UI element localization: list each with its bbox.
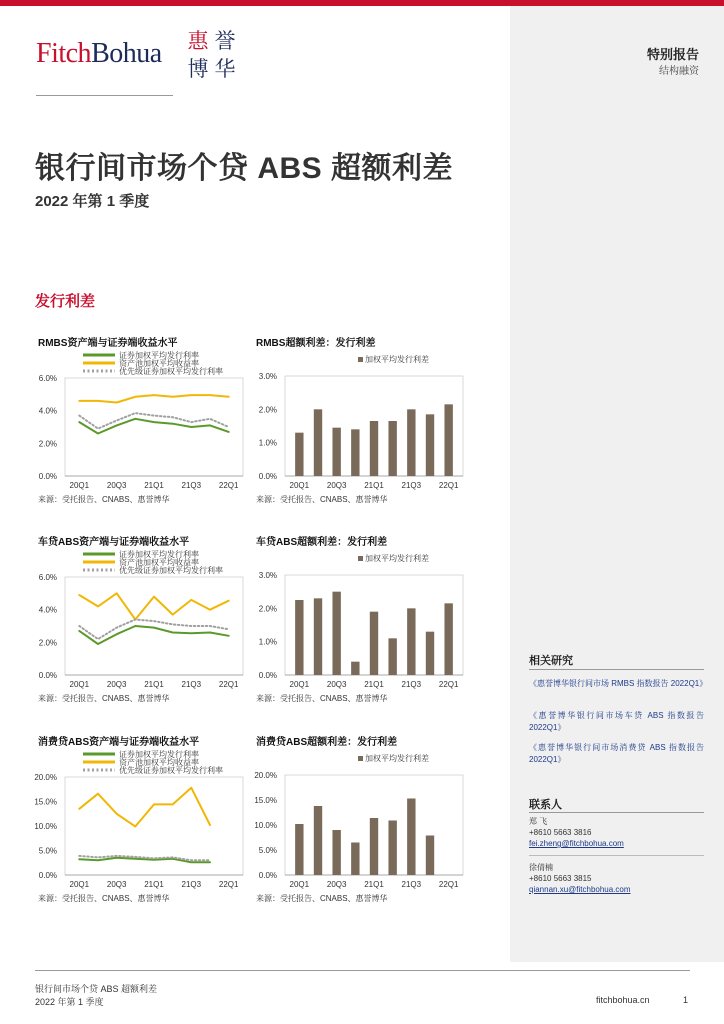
chart-consumer-spread <box>255 735 470 920</box>
chart-svg <box>255 336 470 521</box>
bar <box>370 818 378 875</box>
x-tick-label: 20Q3 <box>326 880 347 889</box>
chart-svg <box>35 336 250 521</box>
legend-label: 资产池加权平均收益率 <box>119 758 199 767</box>
chart-svg <box>35 535 250 720</box>
chart-source-note: 来源：受托报告、CNABS、惠誉博华 <box>38 894 170 903</box>
bar <box>388 421 396 476</box>
logo-stamp <box>181 22 243 84</box>
y-tick-label: 4.0% <box>38 406 57 416</box>
logo-fitch-text: Fitch <box>36 38 92 69</box>
x-tick-label: 20Q3 <box>106 880 127 889</box>
y-tick-label: 3.0% <box>258 571 277 580</box>
bar <box>314 409 322 476</box>
x-tick-label: 22Q1 <box>218 481 239 490</box>
page-subtitle: 2022 年第 1 季度 <box>35 193 150 210</box>
y-tick-label: 10.0% <box>254 821 277 830</box>
contact-divider <box>529 855 704 856</box>
page-title: 银行间市场个贷 ABS 超额利差 <box>35 152 454 185</box>
bar <box>351 843 359 876</box>
x-tick-label: 21Q1 <box>364 880 384 889</box>
legend-label: 证券加权平均发行利率 <box>119 351 199 360</box>
x-tick-label: 20Q3 <box>326 481 347 490</box>
bar <box>314 598 322 675</box>
legend-label: 加权平均发行利差 <box>365 554 429 563</box>
bar <box>426 414 434 476</box>
contact-name: 郑 飞 <box>529 817 548 826</box>
x-tick-label: 20Q1 <box>289 680 310 689</box>
chart-rmbs-yield <box>35 336 250 521</box>
series-line <box>79 419 228 434</box>
bar <box>426 632 434 675</box>
chart-auto-spread <box>255 535 470 720</box>
y-tick-label: 0.0% <box>258 472 277 481</box>
bar <box>426 836 434 876</box>
footer-report-period: 2022 年第 1 季度 <box>35 997 104 1007</box>
y-tick-label: 6.0% <box>38 374 57 383</box>
legend-label: 加权平均发行利差 <box>365 754 429 763</box>
bar <box>388 638 396 675</box>
contact-card <box>529 816 624 849</box>
y-tick-label: 1.0% <box>258 637 277 647</box>
x-tick-label: 20Q3 <box>106 481 127 490</box>
y-tick-label: 2.0% <box>38 439 57 449</box>
related-link-consumer[interactable]: 《惠誉博华银行间市场消费贷 ABS 指数报告 2022Q1》 <box>529 743 704 764</box>
chart-source-note: 来源：受托报告、CNABS、惠誉博华 <box>38 495 170 504</box>
chart-source-note: 来源：受托报告、CNABS、惠誉博华 <box>256 894 388 903</box>
x-tick-label: 20Q3 <box>326 680 347 689</box>
chart-title: RMBS超额利差：发行利差 <box>256 338 376 349</box>
legend-label: 资产池加权平均收益率 <box>119 558 199 567</box>
y-tick-label: 1.0% <box>258 438 277 448</box>
bar <box>407 409 415 476</box>
chart-title: 消费贷ABS资产端与证券端收益水平 <box>38 737 200 748</box>
bar <box>295 433 303 476</box>
x-tick-label: 21Q3 <box>401 880 422 889</box>
report-category: 结构融资 <box>659 66 699 77</box>
plot-area <box>65 577 243 675</box>
y-tick-label: 6.0% <box>38 573 57 582</box>
related-research-heading: 相关研究 <box>529 655 573 667</box>
y-tick-label: 20.0% <box>254 771 277 780</box>
logo-stamp-char-2: 誉 <box>214 29 236 53</box>
contact-phone: +8610 5663 3815 <box>529 874 592 883</box>
related-link-rmbs[interactable]: 《惠誉博华银行间市场 RMBS 指数报告 2022Q1》 <box>529 679 708 688</box>
footer-divider <box>35 970 690 971</box>
logo-divider <box>36 95 173 96</box>
legend-label: 优先级证券加权平均发行利率 <box>119 766 223 775</box>
legend-label: 证券加权平均发行利率 <box>119 550 199 559</box>
page-number: 1 <box>683 995 689 1005</box>
brand-logo <box>36 38 162 70</box>
bar <box>407 799 415 876</box>
legend-swatch <box>358 357 363 362</box>
bar <box>295 824 303 875</box>
x-tick-label: 21Q3 <box>401 481 422 490</box>
footer-website-link[interactable]: fitchbohua.cn <box>596 995 650 1005</box>
x-tick-label: 21Q1 <box>144 680 164 689</box>
related-link-auto[interactable]: 《惠誉博华银行间市场车贷 ABS 指数报告 2022Q1》 <box>529 711 704 732</box>
y-tick-label: 10.0% <box>34 822 57 831</box>
y-tick-label: 0.0% <box>38 871 57 880</box>
chart-svg <box>255 735 470 920</box>
chart-source-note: 来源：受托报告、CNABS、惠誉博华 <box>256 694 388 703</box>
y-tick-label: 15.0% <box>254 796 277 805</box>
x-tick-label: 20Q1 <box>69 680 90 689</box>
y-tick-label: 5.0% <box>258 846 277 855</box>
contact-phone: +8610 5663 3816 <box>529 828 592 837</box>
x-tick-label: 20Q1 <box>69 481 90 490</box>
legend-label: 证券加权平均发行利率 <box>119 750 199 759</box>
x-tick-label: 22Q1 <box>438 481 459 490</box>
x-tick-label: 22Q1 <box>218 880 239 889</box>
chart-rmbs-spread <box>255 336 470 521</box>
footer-report-title: 银行间市场个贷 ABS 超额利差 <box>35 984 158 994</box>
x-tick-label: 21Q3 <box>181 481 202 490</box>
x-tick-label: 21Q3 <box>181 680 202 689</box>
logo-stamp-char-4: 华 <box>214 57 236 81</box>
bar <box>351 429 359 476</box>
series-line <box>79 620 228 640</box>
series-line <box>79 593 228 619</box>
chart-source-note: 来源：受托报告、CNABS、惠誉博华 <box>256 495 388 504</box>
contact-email-link[interactable]: qiannan.xu@fitchbohua.com <box>529 885 631 894</box>
series-line <box>79 788 210 827</box>
y-tick-label: 2.0% <box>258 405 277 415</box>
series-line <box>79 395 228 402</box>
bar <box>407 608 415 675</box>
bar <box>444 404 452 476</box>
contacts-divider <box>529 812 704 813</box>
chart-title: 消费贷ABS超额利差：发行利差 <box>256 737 398 748</box>
bar <box>370 421 378 476</box>
bar <box>332 428 340 476</box>
legend-label: 加权平均发行利差 <box>365 355 429 364</box>
x-tick-label: 20Q1 <box>289 880 310 889</box>
legend-swatch <box>358 556 363 561</box>
chart-title: 车贷ABS超额利差：发行利差 <box>256 537 388 548</box>
x-tick-label: 20Q1 <box>69 880 90 889</box>
bar <box>295 600 303 675</box>
y-tick-label: 0.0% <box>258 871 277 880</box>
legend-label: 资产池加权平均收益率 <box>119 359 199 368</box>
x-tick-label: 21Q1 <box>364 680 384 689</box>
chart-svg <box>35 735 250 920</box>
logo-stamp-char-3: 博 <box>187 57 209 81</box>
section-heading: 发行利差 <box>35 293 96 310</box>
related-research-divider <box>529 669 704 670</box>
contact-name: 徐倩楠 <box>529 863 553 872</box>
chart-title: 车贷ABS资产端与证券端收益水平 <box>38 537 190 548</box>
x-tick-label: 21Q1 <box>364 481 384 490</box>
y-tick-label: 0.0% <box>258 671 277 680</box>
y-tick-label: 2.0% <box>258 604 277 614</box>
contact-card <box>529 862 631 895</box>
chart-auto-yield <box>35 535 250 720</box>
x-tick-label: 20Q3 <box>106 680 127 689</box>
y-tick-label: 20.0% <box>34 773 57 782</box>
logo-bohua-text: Bohua <box>91 38 162 69</box>
bar <box>351 662 359 675</box>
legend-swatch <box>358 756 363 761</box>
y-tick-label: 15.0% <box>34 797 57 807</box>
x-tick-label: 20Q1 <box>289 481 310 490</box>
report-type: 特别报告 <box>646 47 699 62</box>
y-tick-label: 2.0% <box>38 638 57 648</box>
y-tick-label: 3.0% <box>258 372 277 381</box>
legend-label: 优先级证券加权平均发行利率 <box>119 367 223 376</box>
bar <box>332 830 340 875</box>
y-tick-label: 5.0% <box>38 846 57 856</box>
logo-stamp-char-1: 惠 <box>187 29 209 53</box>
y-tick-label: 0.0% <box>38 671 57 680</box>
chart-title: RMBS资产端与证券端收益水平 <box>38 338 178 349</box>
bar <box>314 806 322 875</box>
chart-svg <box>255 535 470 720</box>
y-tick-label: 4.0% <box>38 605 57 615</box>
x-tick-label: 21Q3 <box>401 680 422 689</box>
x-tick-label: 22Q1 <box>438 680 459 689</box>
y-tick-label: 0.0% <box>38 472 57 481</box>
bar <box>370 612 378 675</box>
x-tick-label: 22Q1 <box>438 880 459 889</box>
bar <box>444 603 452 675</box>
x-tick-label: 21Q3 <box>181 880 202 889</box>
bar <box>332 592 340 675</box>
chart-source-note: 来源：受托报告、CNABS、惠誉博华 <box>38 694 170 703</box>
x-tick-label: 21Q1 <box>144 481 164 490</box>
contact-email-link[interactable]: fei.zheng@fitchbohua.com <box>529 839 624 848</box>
legend-label: 优先级证券加权平均发行利率 <box>119 566 223 575</box>
contacts-heading: 联系人 <box>529 799 562 811</box>
bar <box>388 821 396 876</box>
x-tick-label: 21Q1 <box>144 880 164 889</box>
series-line <box>79 626 228 644</box>
chart-consumer-yield <box>35 735 250 920</box>
x-tick-label: 22Q1 <box>218 680 239 689</box>
